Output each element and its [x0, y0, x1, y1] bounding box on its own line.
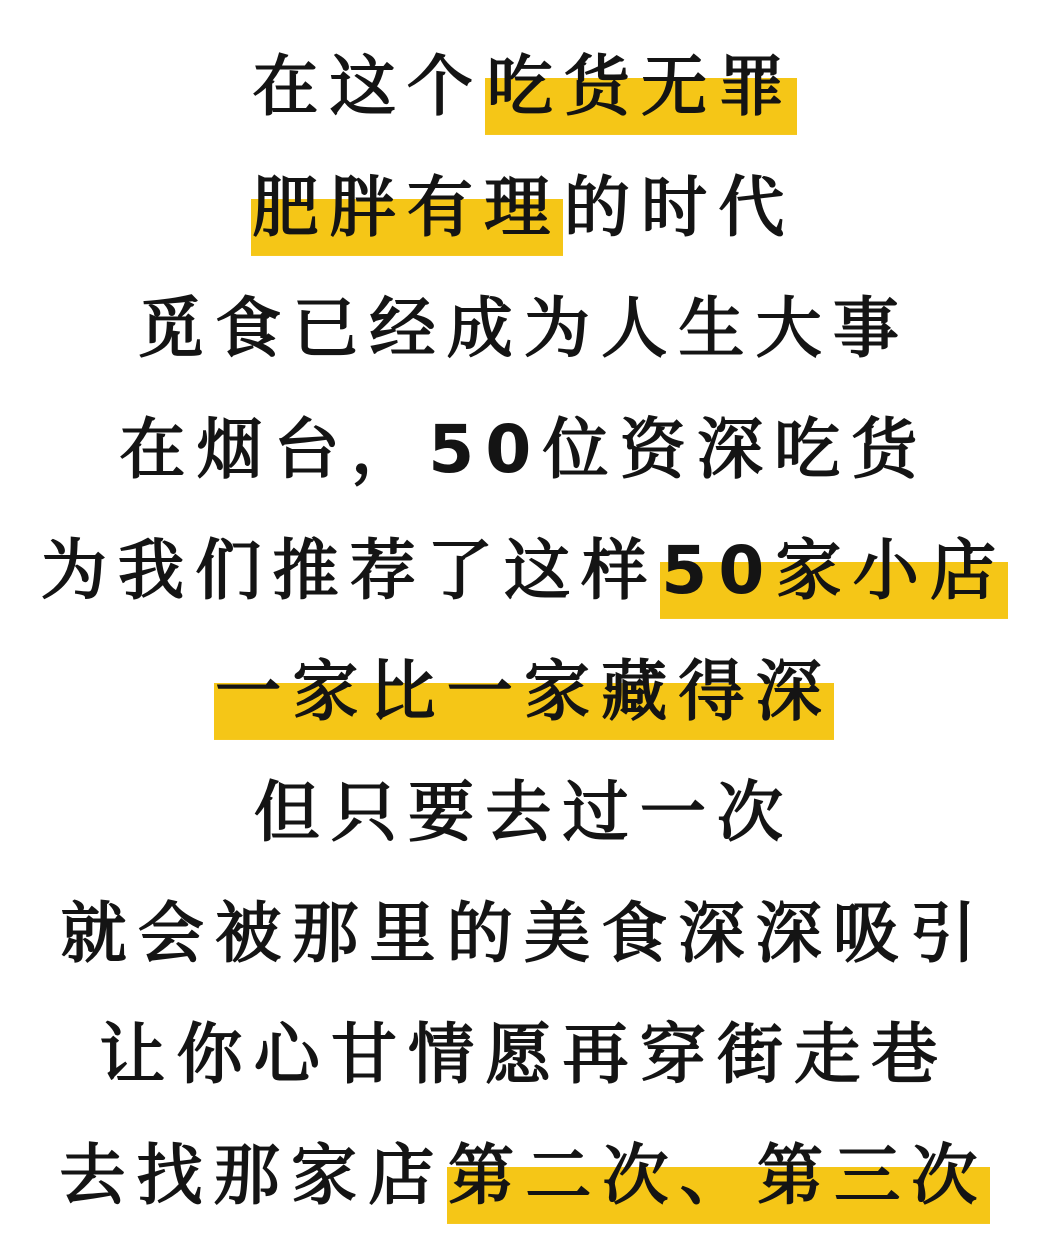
highlighted-text-segment: 一家比一家藏得深: [214, 652, 834, 741]
text-segment: 去找那家店: [59, 1136, 446, 1214]
text-line: [0, 147, 1048, 268]
text-segment: 的时代: [563, 168, 796, 246]
text-line: [0, 26, 1048, 147]
text-line: [0, 994, 1048, 1115]
highlighted-text-segment: 肥胖有理: [251, 168, 563, 257]
text-line: [0, 1115, 1048, 1236]
highlighted-text-segment: 第二次、第三次: [447, 1136, 990, 1225]
text-segment: 让你心甘情愿再穿街走巷: [99, 1015, 949, 1093]
text-line: [0, 389, 1048, 510]
text-line: [0, 268, 1048, 389]
text-segment: 觅食已经成为人生大事: [137, 289, 911, 367]
text-lines: [0, 26, 1048, 1236]
text-line: [0, 873, 1048, 994]
text-segment: 就会被那里的美食深深吸引: [60, 894, 988, 972]
text-segment: 为我们推荐了这样: [40, 531, 659, 609]
text-segment: 在烟台，50位资深吃货: [119, 410, 929, 488]
text-line: [0, 631, 1048, 752]
text-segment: 在这个: [252, 47, 485, 125]
highlighted-text-segment: 50家小店: [660, 531, 1009, 620]
text-line: [0, 752, 1048, 873]
highlighted-text-segment: 吃货无罪: [485, 47, 797, 136]
text-segment: 但只要去过一次: [253, 773, 795, 851]
text-line: [0, 510, 1048, 631]
